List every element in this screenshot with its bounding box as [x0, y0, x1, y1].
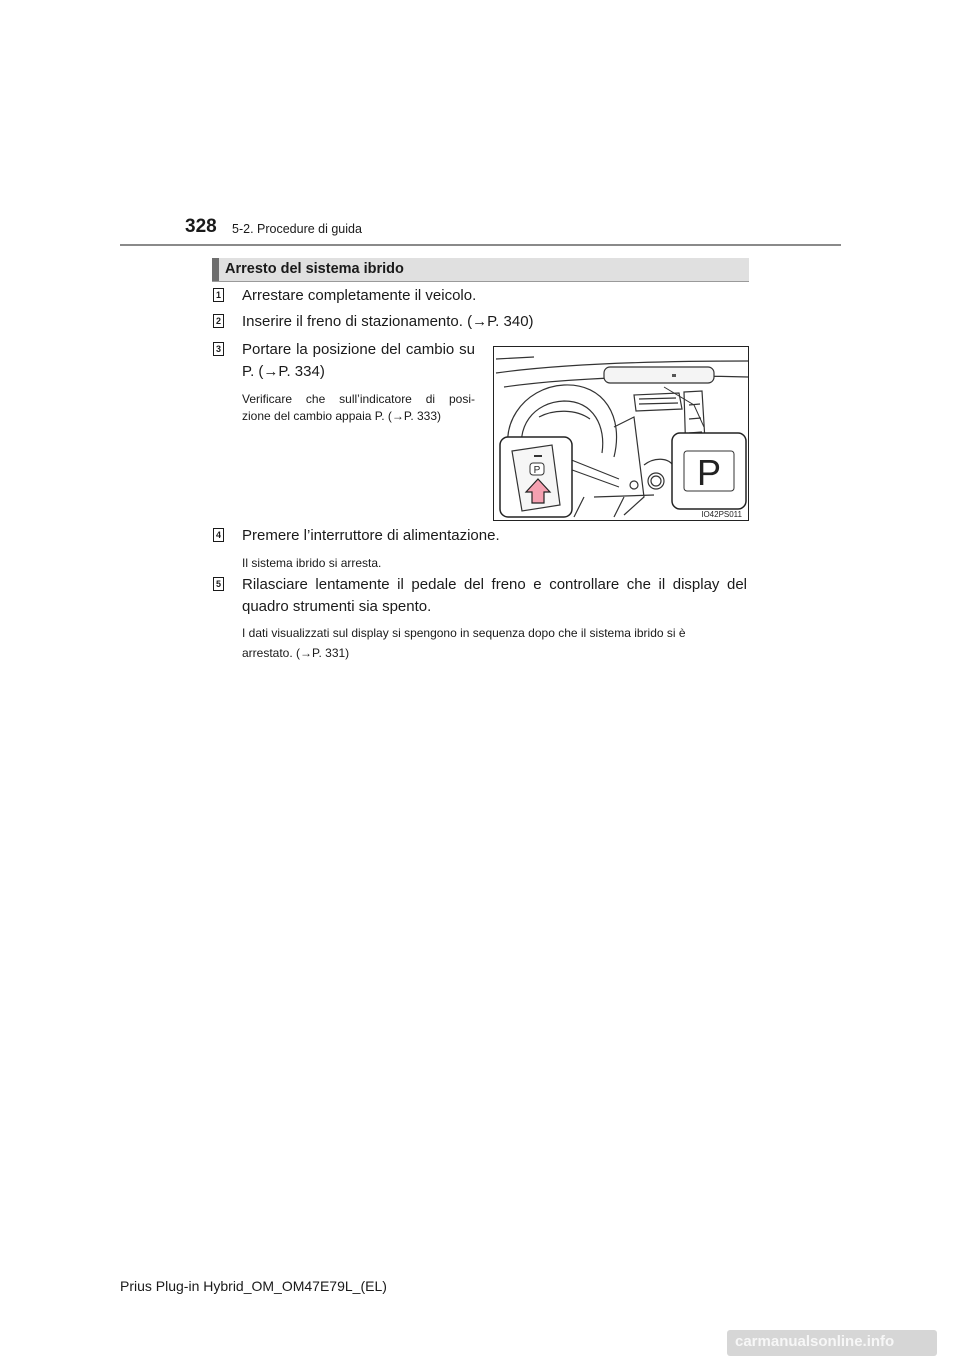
- step-text-2: Inserire il freno di stazionamento. (→P. 340): [242, 313, 534, 330]
- step-badge-5: 5: [213, 577, 224, 591]
- header-rule: [120, 244, 841, 246]
- step-note-3-line1: Verificare che sull’indicatore di posi-: [242, 392, 475, 406]
- illustration-shift-p: [493, 346, 749, 521]
- page-number: 328: [185, 216, 217, 237]
- shift-switch-inset: [500, 437, 572, 517]
- heading-accent: [212, 258, 219, 281]
- step-badge-2: 2: [213, 314, 224, 328]
- heading-text: Arresto del sistema ibrido: [225, 261, 404, 277]
- step-text-3-line1: Portare la posizione del cambio su: [242, 341, 475, 358]
- step-note-5-line2: arrestato. (→P. 331): [242, 646, 350, 660]
- watermark-text: carmanualsonline.info: [735, 1333, 895, 1350]
- step-note-3-line2: zione del cambio appaia P. (→P. 333): [242, 409, 442, 423]
- step-note-4: Il sistema ibrido si arresta.: [242, 556, 382, 570]
- section-title: 5-2. Procedure di guida: [232, 222, 362, 236]
- illustration-code: IO42PS011: [701, 510, 742, 519]
- step-note-5-line1: I dati visualizzati sul display si spengono in sequenza dopo che il sistema ibrido si è: [242, 626, 686, 640]
- dashboard-drawing: [494, 347, 748, 520]
- switch-p-label: P: [533, 465, 541, 476]
- step-text-1: Arrestare completamente il veicolo.: [242, 287, 477, 304]
- step-badge-4: 4: [213, 528, 224, 542]
- section-heading: [212, 258, 749, 282]
- watermark: [727, 1330, 937, 1356]
- step-text-3-line2: P. (→P. 334): [242, 363, 325, 380]
- footer-document-id: Prius Plug-in Hybrid_OM_OM47E79L_(EL): [120, 1278, 387, 1294]
- indicator-callout: [672, 433, 746, 509]
- step-badge-1: 1: [213, 288, 224, 302]
- step-text-5-line2: quadro strumenti sia spento.: [242, 598, 432, 615]
- indicator-p-label: P: [696, 452, 722, 493]
- step-text-4: Premere l’interruttore di alimentazione.: [242, 527, 500, 544]
- step-badge-3: 3: [213, 342, 224, 356]
- step-text-5-line1: Rilasciare lentamente il pedale del freno e controllare che il display del: [242, 576, 747, 593]
